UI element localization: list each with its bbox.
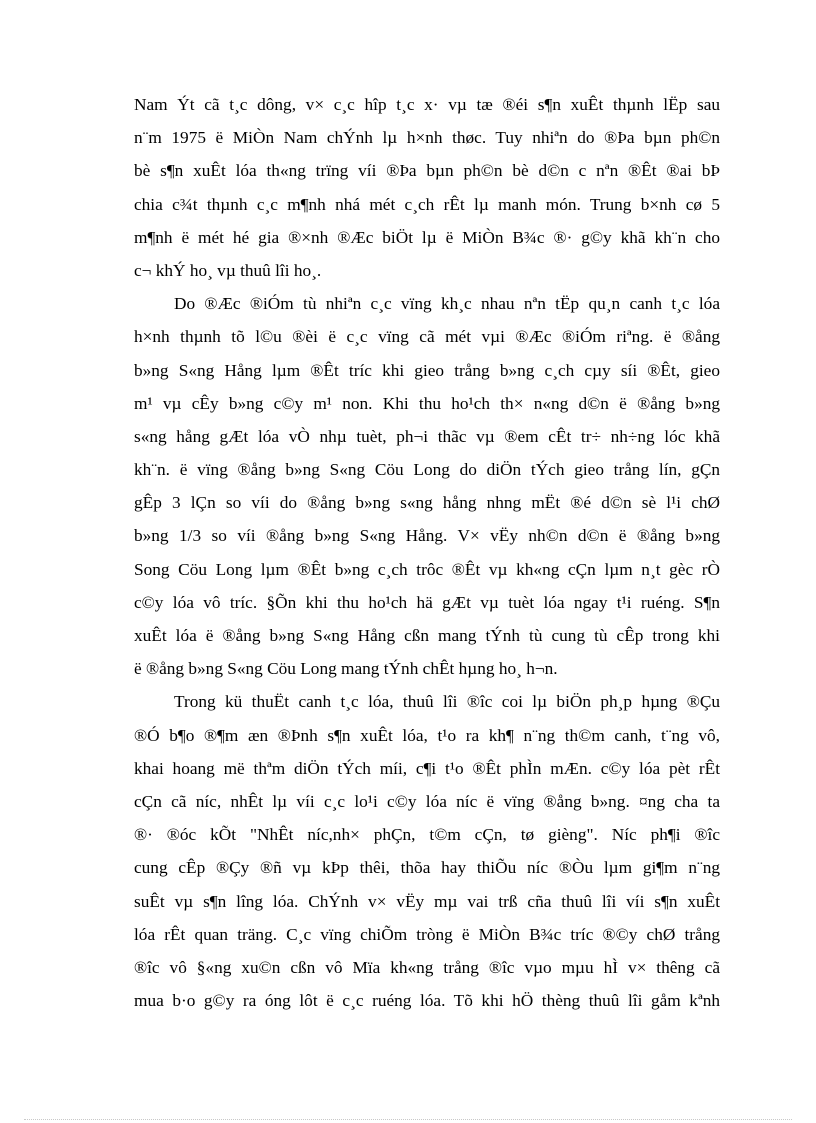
- text-line: bè s¶n xuÊt lóa th«ng trïng víi ®Þa bµn ph©n bè d©n c nªn ®Êt ®ai bÞ: [134, 161, 720, 181]
- text-line: lóa rÊt quan träng. C¸c vïng chiÕm tròng ë MiÒn B¾c tríc ®©y chØ trång: [134, 924, 720, 944]
- text-line: b»ng 1/3 so víi ®ång b»ng S«ng Hång. V× vËy nh©n d©n ë ®ång b»ng: [134, 526, 720, 546]
- text-line: b»ng S«ng Hång lµm ®Êt tríc khi gieo trång b»ng c¸ch cµy síi ®Êt, gieo: [134, 360, 720, 380]
- text-line: s«ng hång gÆt lóa vÒ nhµ tuèt, ph¬i thãc vµ ®em cÊt tr÷ nh÷ng lóc khã: [134, 426, 720, 446]
- text-line: ®Ó b¶o ®¶m æn ®Þnh s¶n xuÊt lóa, t¹o ra kh¶ n¨ng th©m canh, t¨ng vô,: [134, 725, 720, 745]
- text-line: suÊt vµ s¶n lîng lóa. ChÝnh v× vËy mµ vai trß cña thuû lîi víi s¶n xuÊt: [134, 891, 720, 911]
- text-line: kh¨n. ë vïng ®ång b»ng S«ng Cöu Long do diÖn tÝch gieo trång lín, gÇn: [134, 460, 720, 480]
- paragraph-1: [134, 88, 720, 287]
- text-line: c¬ khÝ ho¸ vµ thuû lîi ho¸.: [134, 260, 322, 280]
- text-line: ë ®ång b»ng S«ng Cöu Long mang tÝnh chÊt hµng ho¸ h¬n.: [134, 659, 558, 679]
- text-line: ®îc vô §«ng xu©n cßn vô Mïa kh«ng trång ®îc vµo mµu hÌ v× thêng cã: [134, 957, 720, 977]
- body-text: [134, 88, 720, 1017]
- text-line: Nam Ýt cã t¸c dông, v× c¸c hîp t¸c x· vµ tæ ®éi s¶n xuÊt thµnh lËp sau: [134, 95, 720, 114]
- text-line: cÇn cã níc, nhÊt lµ víi c¸c lo¹i c©y lóa níc ë vïng ®ång b»ng. ¤ng cha ta: [134, 791, 720, 811]
- text-line: cung cÊp ®Çy ®ñ vµ kÞp thêi, thõa hay thiÕu níc ®Òu lµm gi¶m n¨ng: [134, 858, 720, 878]
- text-line: xuÊt lóa ë ®ång b»ng S«ng Hång cßn mang tÝnh tù cung tù cÊp trong khi: [134, 626, 720, 645]
- text-line: Do ®Æc ®iÓm tù nhiªn c¸c vïng kh¸c nhau nªn tËp qu¸n canh t¸c lóa: [174, 294, 720, 314]
- page-bottom-rule: [24, 1119, 792, 1120]
- text-line: Song Cöu Long lµm ®Êt b»ng c¸ch trôc ®Êt vµ kh«ng cÇn lµm n¸t gèc rÒ: [134, 559, 720, 579]
- text-line: ®· ®óc kÕt "NhÊt níc,nh× phÇn, t©m cÇn, tø gièng". Níc ph¶i ®îc: [134, 825, 720, 845]
- paragraph-2: [134, 287, 720, 685]
- text-line: gÊp 3 lÇn so víi do ®ång b»ng s«ng hång nhng mËt ®é d©n sè l¹i chØ: [134, 493, 720, 513]
- text-line: Trong kü thuËt canh t¸c lóa, thuû lîi ®îc coi lµ biÖn ph¸p hµng ®Çu: [174, 692, 720, 712]
- text-line: mua b·o g©y ra óng lôt ë c¸c ruéng lóa. Tõ khi hÖ thèng thuû lîi gåm kªnh: [134, 991, 720, 1011]
- text-line: h×nh thµnh tõ l©u ®èi ë c¸c vïng cã mét vµi ®Æc ®iÓm riªng. ë ®ång: [134, 327, 720, 347]
- text-line: m¶nh ë mét hé gia ®×nh ®Æc biÖt lµ ë MiÒn B¾c ®· g©y khã kh¨n cho: [134, 227, 720, 247]
- text-line: m¹ vµ cÊy b»ng c©y m¹ non. Khi thu ho¹ch th× n«ng d©n ë ®ång b»ng: [134, 393, 720, 413]
- text-line: khai hoang më thªm diÖn tÝch míi, c¶i t¹o ®Êt phÌn mÆn. c©y lóa pèt rÊt: [134, 758, 720, 778]
- text-line: n¨m 1975 ë MiÒn Nam chÝnh lµ h×nh thøc. Tuy nhiªn do ®Þa bµn ph©n: [134, 128, 720, 148]
- text-line: c©y lóa vô tríc. §Õn khi thu ho¹ch hä gÆt vµ tuèt lóa ngay t¹i ruéng. S¶n: [134, 592, 720, 612]
- text-line: chia c¾t thµnh c¸c m¶nh nhá mét c¸ch rÊt lµ manh món. Trung b×nh cø 5: [134, 194, 720, 214]
- paragraph-3: [134, 685, 720, 1017]
